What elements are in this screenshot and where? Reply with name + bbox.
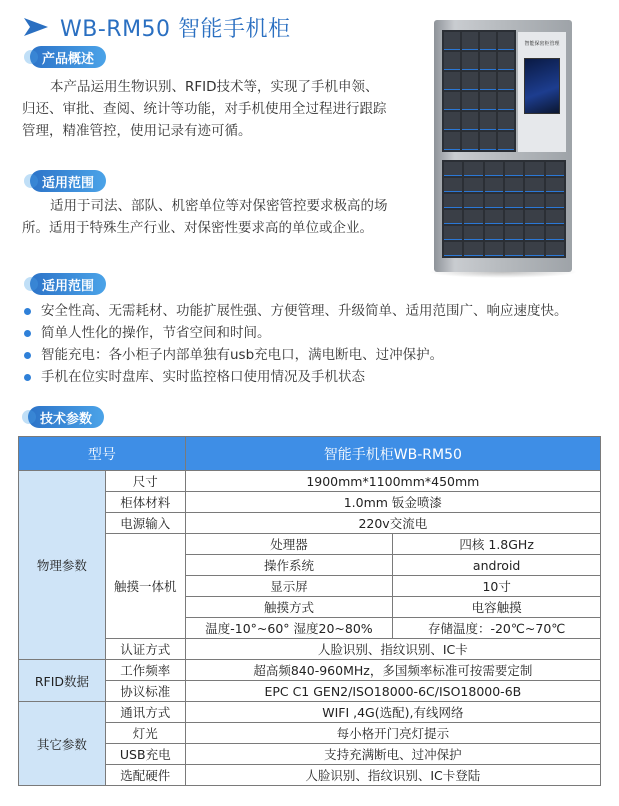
arrow-icon (22, 16, 50, 38)
table-row: 柜体材料 1.0mm 钣金喷漆 (19, 492, 601, 513)
bullet-icon (24, 330, 31, 337)
scope-text: 适用于司法、部队、机密单位等对保密管控要求极高的场 所。适用于特殊生产行业、对保密性要求高的单位或企业。 (22, 198, 388, 236)
cabinet-image (428, 20, 578, 278)
feature-list (24, 300, 604, 388)
table-row: 显示屏 10寸 (19, 576, 601, 597)
table-row: 其它参数 通讯方式 WIFI ,4G(选配),有线网络 (19, 702, 601, 723)
screen-label: 智能保密柜管理 (524, 41, 560, 47)
pill-dot-icon (22, 410, 36, 424)
pill-dot-icon (24, 174, 38, 188)
bullet-icon (24, 308, 31, 315)
table-row: USB充电 支持充满断电、过冲保护 (19, 744, 601, 765)
list-item: 简单人性化的操作，节省空间和时间。 (24, 322, 604, 344)
category-other: 其它参数 (19, 702, 106, 786)
model-value: 智能手机柜WB-RM50 (185, 437, 600, 471)
table-row: 操作系统 android (19, 555, 601, 576)
bullet-icon (24, 352, 31, 359)
upper-lockers (442, 30, 516, 152)
category-rfid: RFID数据 (19, 660, 106, 702)
scope-section-label: 适用范围 (30, 170, 106, 192)
list-item: 手机在位实时盘库、实时监控格口使用情况及手机状态 (24, 366, 604, 388)
table-row: 电源输入 220v交流电 (19, 513, 601, 534)
touch-screen (524, 58, 560, 114)
table-row: 认证方式 人脸识别、指纹识别、IC卡 (19, 639, 601, 660)
overview-text: 本产品运用生物识别、RFID技术等，实现了手机申领、 归还、审批、查阅、统计等功能，对手机使用全过程进行跟踪 管理，精准管控，使用记录有迹可循。 (22, 79, 387, 139)
table-row: 触摸一体机 处理器 四核 1.8GHz (19, 534, 601, 555)
spec-table (18, 436, 601, 786)
table-header-row (19, 437, 601, 471)
table-row: 温度-10°~60° 湿度20~80% 存储温度：-20℃~70℃ (19, 618, 601, 639)
pill-dot-icon (24, 277, 38, 291)
bullet-icon (24, 374, 31, 381)
overview-section-label: 产品概述 (30, 46, 106, 68)
category-physical: 物理参数 (19, 471, 106, 660)
list-item: 智能充电：各小柜子内部单独有usb充电口，满电断电、过冲保护。 (24, 344, 604, 366)
table-row: 灯光 每小格开门亮灯提示 (19, 723, 601, 744)
model-header: 型号 (19, 437, 186, 471)
pill-dot-icon (24, 50, 38, 64)
title-row (22, 12, 291, 42)
list-item: 安全性高、无需耗材、功能扩展性强、方便管理、升级简单、适用范围广、响应速度快。 (24, 300, 604, 322)
table-row: 触摸方式 电容触摸 (19, 597, 601, 618)
table-row: 物理参数 尺寸 1900mm*1100mm*450mm (19, 471, 601, 492)
lower-lockers (442, 160, 566, 258)
specs-section-label: 技术参数 (28, 406, 104, 428)
table-row: 协议标准 EPC C1 GEN2/ISO18000-6C/ISO18000-6B (19, 681, 601, 702)
table-row: RFID数据 工作频率 超高频840-960MHz，多国频率标准可按需要定制 (19, 660, 601, 681)
features-section-label: 适用范围 (30, 273, 106, 295)
page-title: WB-RM50 智能手机柜 (60, 16, 291, 42)
table-row: 选配硬件 人脸识别、指纹识别、IC卡登陆 (19, 765, 601, 786)
